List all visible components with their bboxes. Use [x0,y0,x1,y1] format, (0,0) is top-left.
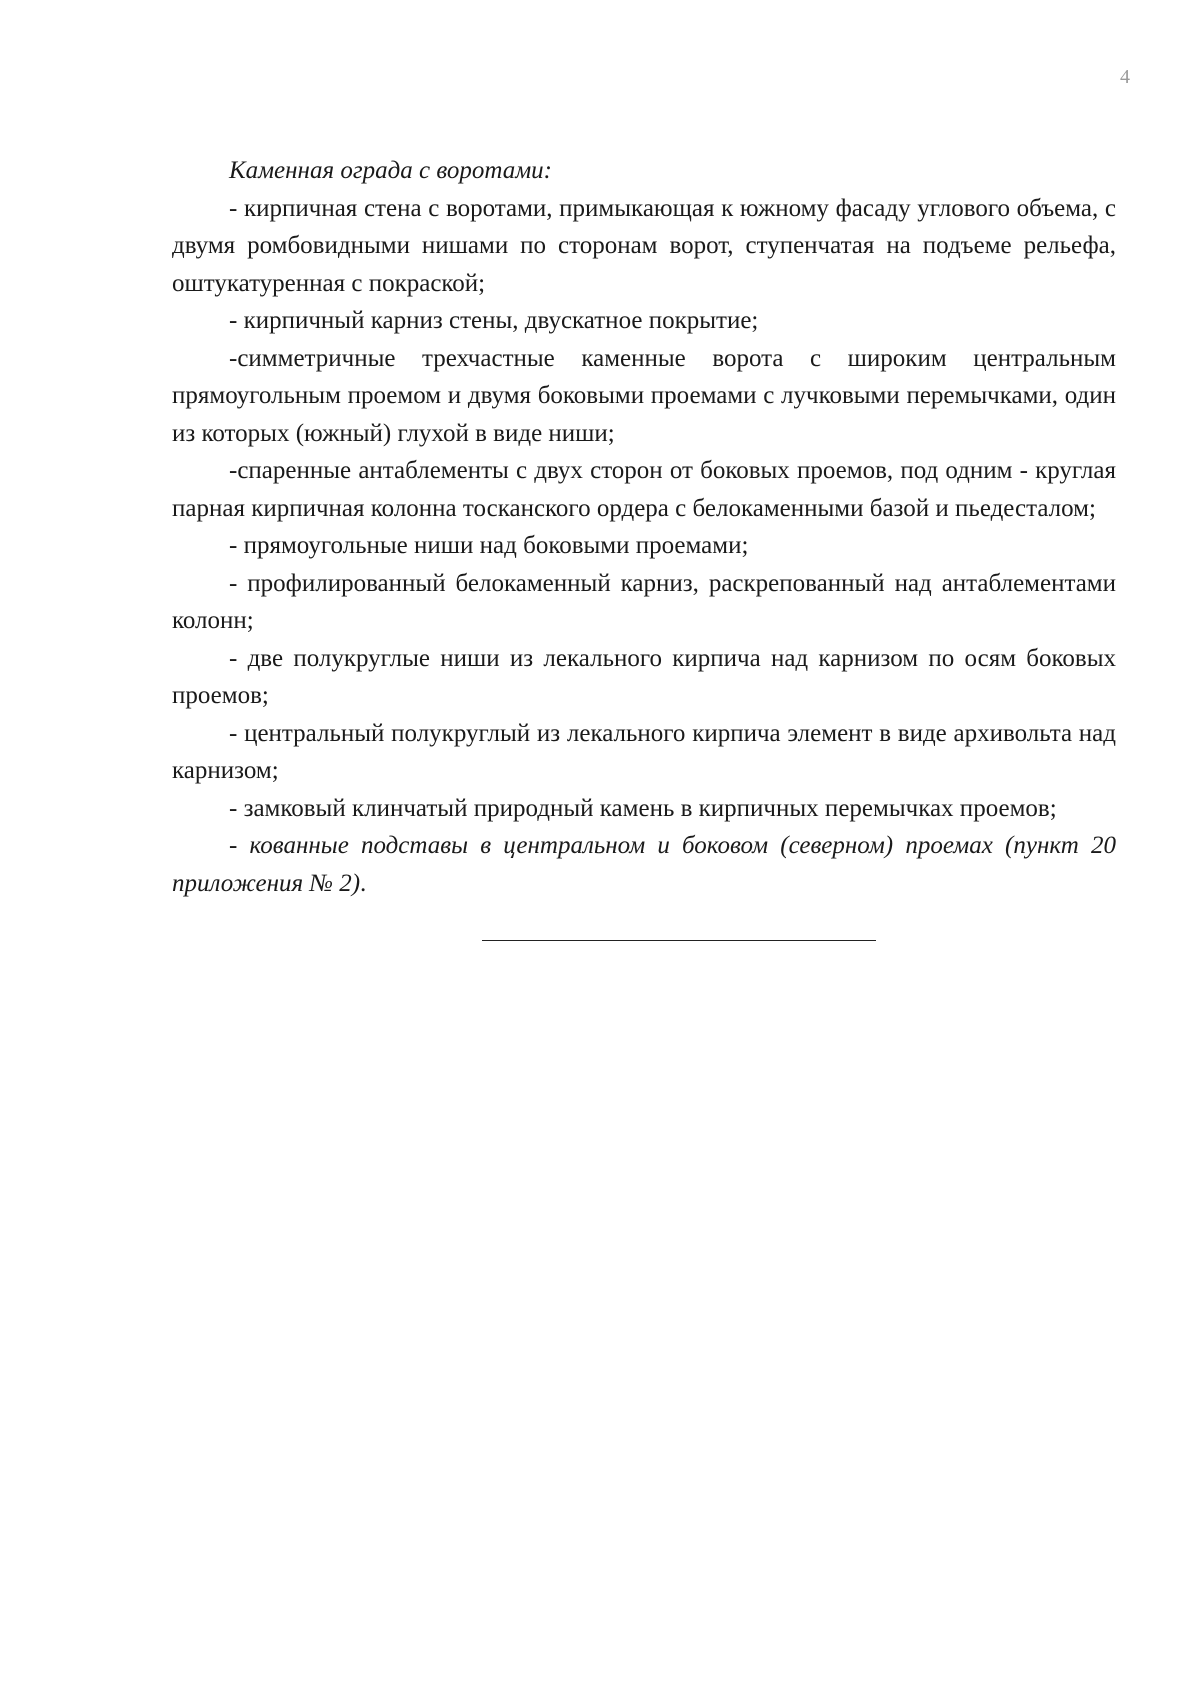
list-item-last [172,827,1116,902]
list-item: - две полукруглые ниши из лекального кирпича над карнизом по осям боковых проемов; [172,644,1116,709]
section-heading: Каменная ограда с воротами: [229,157,552,184]
list-item: - центральный полукруглый из лекального кирпича элемент в виде архивольта над карнизом; [172,719,1116,784]
list-item: -симметричные трехчастные каменные ворота с широким центральным прямоугольным проемом и двумя боковыми проемами с лучковыми перемычками, один из которых (южный) глухой в виде ниши; [172,344,1116,447]
list-item-prefix: - [229,832,250,859]
page-number: 4 [1120,66,1130,88]
list-item-italic-text: кованные подставы в центральном и боковом (северном) проемах (пункт 20 приложения № 2) [172,832,1116,897]
list-item: - кирпичный карниз стены, двускатное покрытие; [229,307,759,334]
document-body [172,152,1116,941]
list-item-suffix: . [360,869,367,897]
list-item: - кирпичная стена с воротами, примыкающая к южному фасаду углового объема, с двумя ромбовидными нишами по сторонам ворот, ступенчатая на подъеме рельефа, оштукатуренная с покраской; [172,194,1116,297]
list-item: - замковый клинчатый природный камень в кирпичных перемычках проемов; [229,794,1057,822]
end-of-section-rule [482,940,876,941]
list-item: - прямоугольные ниши над боковыми проемами; [229,532,749,559]
list-item: - профилированный белокаменный карниз, раскрепованный над антаблементами колонн; [172,569,1116,634]
list-item: -спаренные антаблементы с двух сторон от боковых проемов, под одним - круглая парная кирпичная колонна тосканского ордера с белокаменными базой и пьедесталом; [172,457,1116,522]
